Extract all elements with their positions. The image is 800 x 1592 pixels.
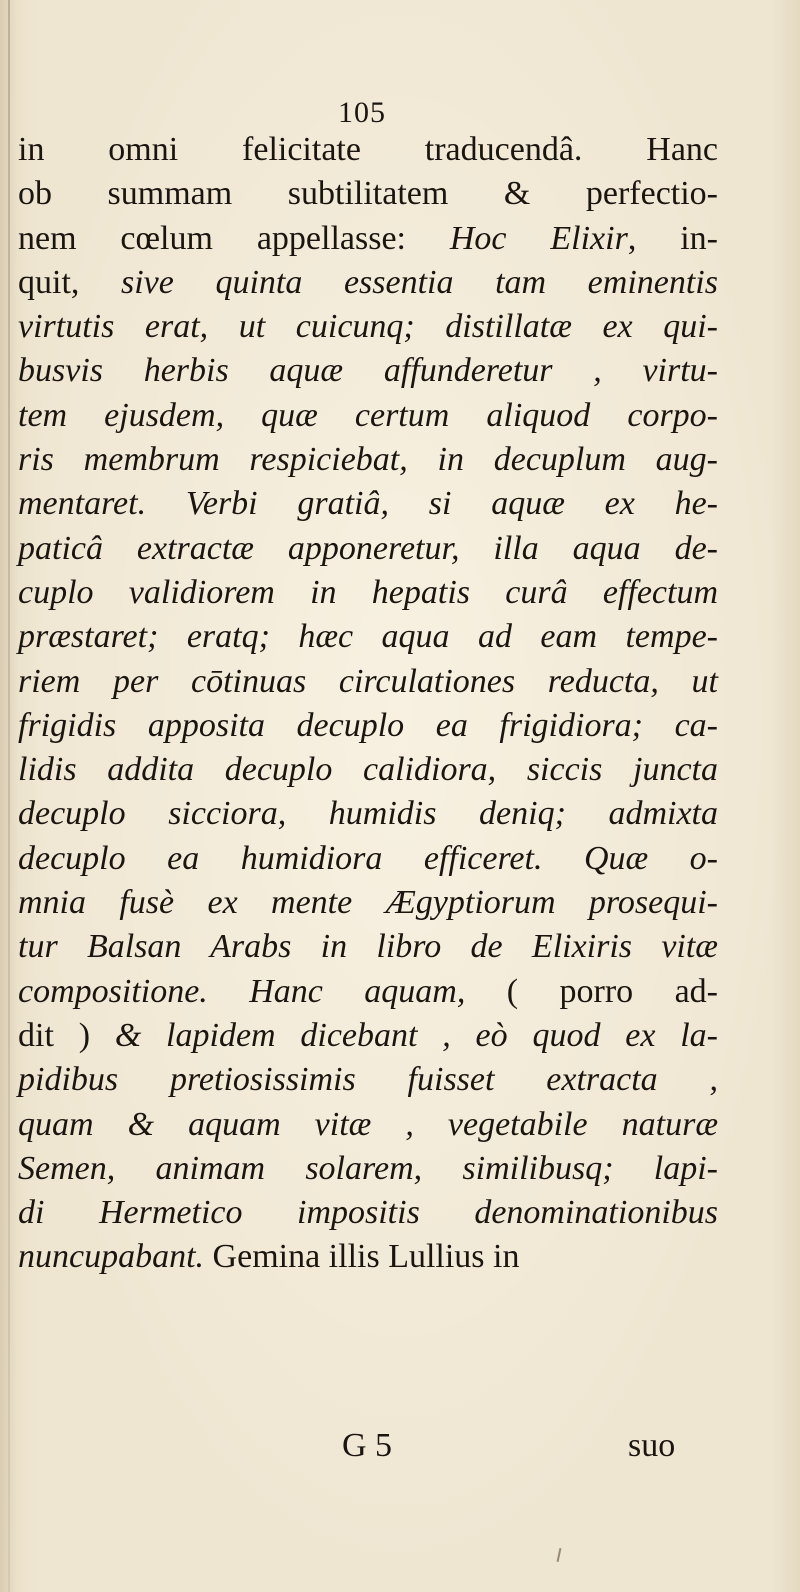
italic-text: quam & aquam vitæ , vegetabile naturæ [18, 1105, 718, 1143]
text-line [18, 394, 718, 438]
roman-text: Gemina illis Lullius in [212, 1238, 520, 1276]
italic-text: paticâ extractæ apponeretur, illa aqua de- [18, 529, 718, 567]
italic-text: nuncupabant. [18, 1238, 213, 1276]
italic-text: busvis herbis aquæ affunderetur , virtu- [18, 352, 718, 390]
catchword: suo [628, 1427, 676, 1464]
text-line [18, 615, 718, 659]
italic-text: Semen, animam solarem, similibusq; lapi- [18, 1149, 718, 1187]
roman-text: ( porro ad- [506, 972, 718, 1010]
italic-text: frigidis apposita decuplo ea frigidiora; ca- [18, 706, 718, 744]
roman-text: quit, [18, 263, 121, 301]
italic-text: lidis addita decuplo calidiora, siccis juncta [18, 751, 718, 789]
italic-text: ris membrum respiciebat, in decuplum aug- [18, 441, 718, 479]
italic-text: cuplo validiorem in hepatis curâ effectum [18, 573, 718, 611]
text-line [18, 748, 718, 792]
text-line [18, 881, 718, 925]
text-line [18, 1103, 718, 1147]
text-line [18, 305, 718, 349]
text-line [18, 571, 718, 615]
text-line [18, 482, 718, 526]
page-number: 105 [338, 96, 386, 129]
italic-text: mnia fusè ex mente Ægyptiorum prosequi- [18, 884, 718, 922]
paper-blemish [557, 1548, 562, 1562]
text-line [18, 527, 718, 571]
italic-text: decuplo ea humidiora efficeret. Quæ o- [18, 839, 718, 877]
text-line [18, 1014, 718, 1058]
text-line [18, 217, 718, 261]
text-line [18, 172, 718, 216]
text-line [18, 704, 718, 748]
italic-text: tur Balsan Arabs in libro de Elixiris vitæ [18, 928, 718, 966]
italic-text: tem ejusdem, quæ certum aliquod corpo- [18, 396, 718, 434]
text-line [18, 970, 718, 1014]
italic-text: mentaret. Verbi gratiâ, si aquæ ex he- [18, 485, 718, 523]
text-line [18, 837, 718, 881]
text-line [18, 925, 718, 969]
italic-text: compositione. Hanc aquam, [18, 972, 507, 1010]
text-line [18, 1058, 718, 1102]
text-line [18, 261, 718, 305]
italic-text: virtutis erat, ut cuicunq; distillatæ ex qui- [18, 308, 718, 346]
roman-text: , in- [627, 219, 718, 257]
roman-text: dit ) [18, 1016, 115, 1054]
italic-text: & lapidem dicebant , eò quod ex la- [114, 1016, 718, 1054]
roman-text: nem cœlum appellasse: [18, 219, 450, 257]
text-line [18, 660, 718, 704]
italic-text: præstaret; eratq; hæc aqua ad eam tempe- [18, 618, 718, 656]
italic-text: pidibus pretiosissimis fuisset extracta , [18, 1061, 718, 1099]
text-line [18, 1147, 718, 1191]
signature-mark: G 5 [342, 1427, 393, 1464]
text-line [18, 1235, 718, 1279]
text-block [18, 128, 718, 1280]
text-line [18, 792, 718, 836]
roman-text: in omni felicitate traducendâ. Hanc [18, 131, 718, 168]
page-footer [0, 1424, 800, 1468]
italic-text: Hoc Elixir [449, 219, 628, 257]
text-line [18, 1191, 718, 1235]
italic-text: decuplo sicciora, humidis deniq; admixta [18, 795, 718, 833]
text-line [18, 128, 718, 172]
text-line [18, 438, 718, 482]
text-line [18, 349, 718, 393]
page-gutter [8, 0, 10, 1592]
italic-text: di Hermetico impositis denominationibus [18, 1194, 718, 1232]
roman-text: ob summam subtilitatem & perfectio- [18, 175, 718, 213]
italic-text: sive quinta essentia tam eminentis [121, 263, 718, 301]
italic-text: riem per cōtinuas circulationes reducta, ut [18, 662, 718, 700]
